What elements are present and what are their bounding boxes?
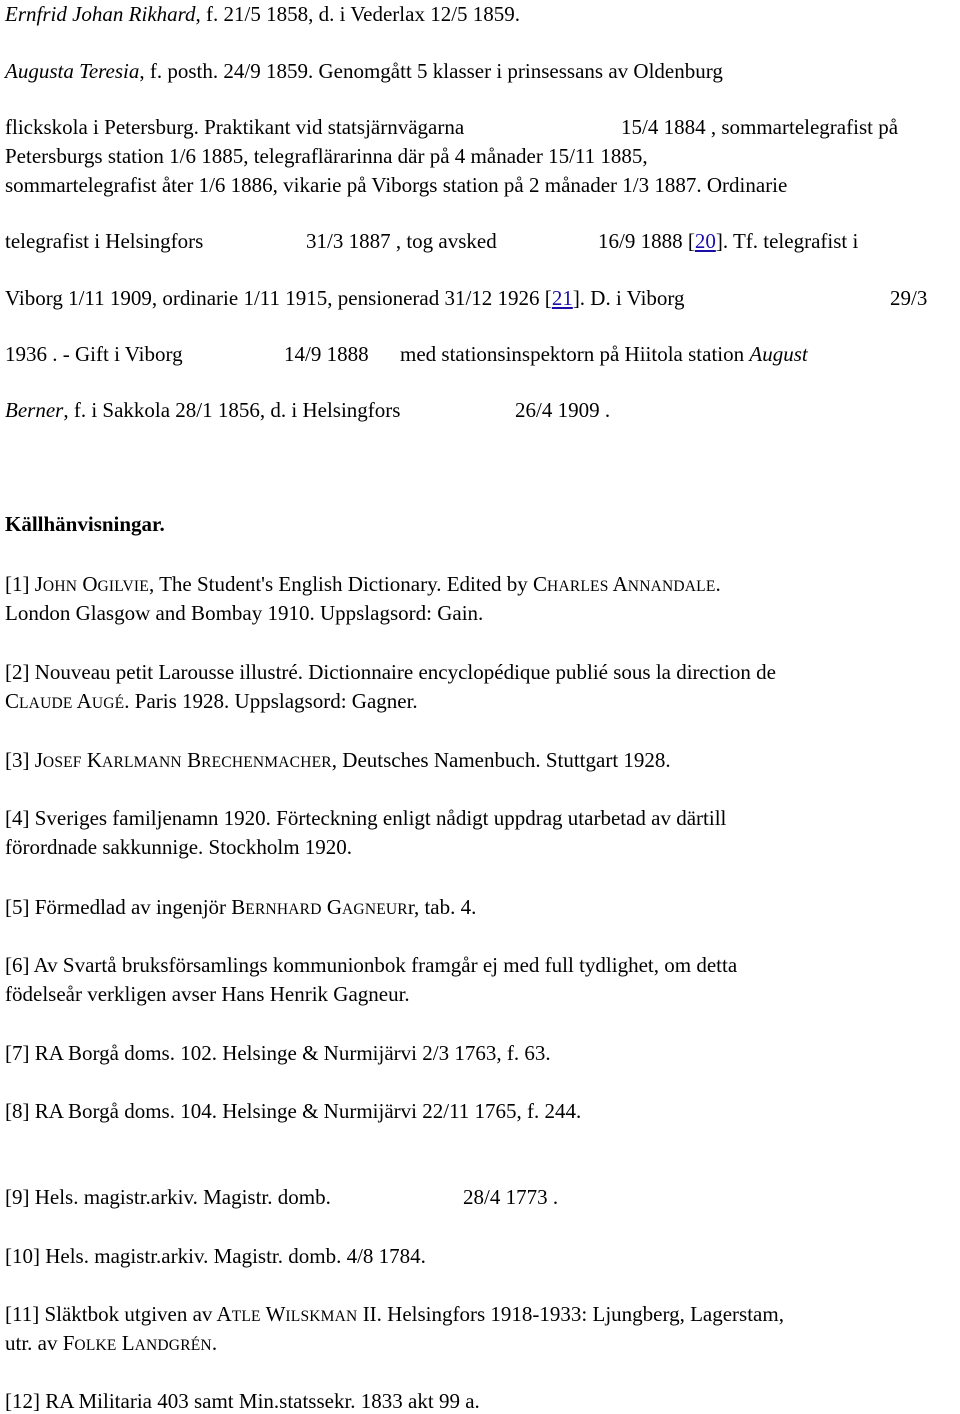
ref-text: LAUDE [19,695,73,712]
bio-text: 1936 . - Gift i Viborg [5,342,183,366]
ref-text: TLE [231,1308,261,1325]
bio-line-6c [598,229,858,253]
person-name: Augusta Teresia [5,59,140,83]
ref-text: . [211,1331,218,1355]
bio-line-6 [5,229,203,253]
bio-text: telegrafist i Helsingfors [5,229,204,253]
bio-line-3b [621,115,898,139]
bio-text: 16/9 1888 [598,229,683,253]
reference-1 [5,572,721,599]
ref-text: [3] J [5,748,43,772]
ref-text: L [116,1331,135,1355]
reference-6: [6] Av Svartå bruksförsamlings kommunionbok framgår ej med full tydlighet, om detta [5,953,738,977]
ref-text: A [608,572,628,596]
ref-text: ANDGRÉN [134,1337,212,1354]
reference-10: [10] Hels. magistr.arkiv. Magistr. domb. 4/8 1784. [5,1244,426,1268]
ref-text: ERNHARD [245,901,322,918]
bio-text: [ [687,229,695,253]
bio-text: med stationsinspektorn på Hiitola station [400,342,745,366]
bio-line-3 [5,115,464,139]
ref-text: RECHENMACHER [201,754,332,771]
reference-2: [2] Nouveau petit Larousse illustré. Dictionnaire encyclopédique publié sous la direction de [5,660,776,684]
ref-text: , The Student's English Dictionary. Edited by C [148,572,548,596]
bio-text: 31/3 1887 , tog avsked [306,229,497,253]
bio-line-7 [5,286,685,310]
bio-text: , f. 21/5 1858, d. i Vederlax 12/5 1859. [195,2,521,26]
ref-text: ARLMANN [102,754,182,771]
bio-line-8c [400,342,808,366]
person-name: Ernfrid Johan Rikhard [5,2,196,26]
ref-text: W [260,1302,286,1326]
reference-4: [4] Sveriges familjenamn 1920. Förteckning enligt nådigt uppdrag utarbetad av därtill [5,806,727,830]
reference-8: [8] RA Borgå doms. 104. Helsinge & Nurmijärvi 22/11 1765, f. 244. [5,1099,582,1123]
reference-1-line-2: London Glasgow and Bombay 1910. Uppslagsord: Gain. [5,601,484,625]
reference-6-line-2: födelseår verkligen avser Hans Henrik Gagneur. [5,982,410,1006]
bio-text: flickskola i Petersburg. Praktikant vid statsjärnvägarna [5,115,465,139]
ref-text: O [77,572,98,596]
ref-text: NNANDALE [627,578,716,595]
ref-text: [11] Släktbok utgiven av A [5,1302,232,1326]
reference-2-line-2 [5,689,418,716]
ref-text: [1] J [5,572,43,596]
bio-line-4 [5,144,648,168]
ref-text: K [81,748,103,772]
ref-text: GILVIE [97,578,149,595]
reference-3 [5,748,671,775]
ref-text: G [321,895,343,919]
bio-text: ]. Tf. telegrafist i [715,229,859,253]
ref-text: HARLES [547,578,609,595]
bio-text: 15/4 1884 , sommartelegrafist på [621,115,899,139]
footnote-link-21[interactable]: 21 [551,286,573,310]
sources-heading: Källhänvisningar. [5,512,165,536]
ref-text: C [5,689,20,713]
bio-line-6b [306,229,497,253]
ref-text: OSEF [42,754,82,771]
person-name: August [749,342,808,366]
reference-7: [7] RA Borgå doms. 102. Helsinge & Nurmijärvi 2/3 1763, f. 63. [5,1041,551,1065]
reference-5 [5,895,476,922]
bio-line-8 [5,342,183,366]
ref-text: . [715,572,721,596]
ref-text: utr. av F [5,1331,75,1355]
bio-line-9b [515,398,610,422]
ref-text: ILSKMAN [285,1308,358,1325]
ref-text: OHN [42,578,78,595]
ref-text: r, tab. 4. [407,895,477,919]
reference-9-date: 28/4 1773 . [463,1185,559,1209]
ref-text: OLKE [74,1337,117,1354]
footnote-link-20[interactable]: 20 [694,229,716,253]
bio-line-7c [890,286,927,310]
reference-11-line-2 [5,1331,217,1358]
bio-line-9 [5,398,400,422]
ref-text: [5] Förmedlad av ingenjör B [5,895,246,919]
ref-text: AGNEUR [342,901,408,918]
ref-text: II. Helsingfors 1918-1933: Ljungberg, Lagerstam, [357,1302,784,1326]
bio-line-2 [5,59,723,83]
bio-text: ]. D. i Viborg [572,286,685,310]
reference-11 [5,1302,784,1329]
bio-text: 14/9 1888 [284,342,369,366]
bio-text: 29/3 [890,286,928,310]
bio-line-5 [5,173,787,197]
ref-text: A [72,689,92,713]
reference-12: [12] RA Militaria 403 samt Min.statssekr. 1833 akt 99 a. [5,1389,480,1413]
reference-9: [9] Hels. magistr.arkiv. Magistr. domb. [5,1185,331,1209]
bio-line-1 [5,2,520,26]
ref-text: B [181,748,202,772]
bio-text: Petersburgs station 1/6 1885, telegraflärarinna där på 4 månader 15/11 1885, [5,144,648,168]
ref-text: . Paris 1928. Uppslagsord: Gagner. [124,689,418,713]
ref-text: UGÉ [91,695,125,712]
reference-4-line-2: förordnade sakkunnige. Stockholm 1920. [5,835,353,859]
bio-text: sommartelegrafist åter 1/6 1886, vikarie på Viborgs station på 2 månader 1/3 1887. Ordinarie [5,173,788,197]
bio-line-8b [284,342,369,366]
person-name: Berner [5,398,64,422]
bio-text: Viborg 1/11 1909, ordinarie 1/11 1915, pensionerad 31/12 1926 [ [5,286,552,310]
bio-text: 26/4 1909 . [515,398,611,422]
ref-text: , Deutsches Namenbuch. Stuttgart 1928. [331,748,671,772]
bio-text: , f. i Sakkola 28/1 1856, d. i Helsingfors [63,398,401,422]
bio-text: , f. posth. 24/9 1859. Genomgått 5 klasser i prinsessans av Oldenburg [139,59,723,83]
